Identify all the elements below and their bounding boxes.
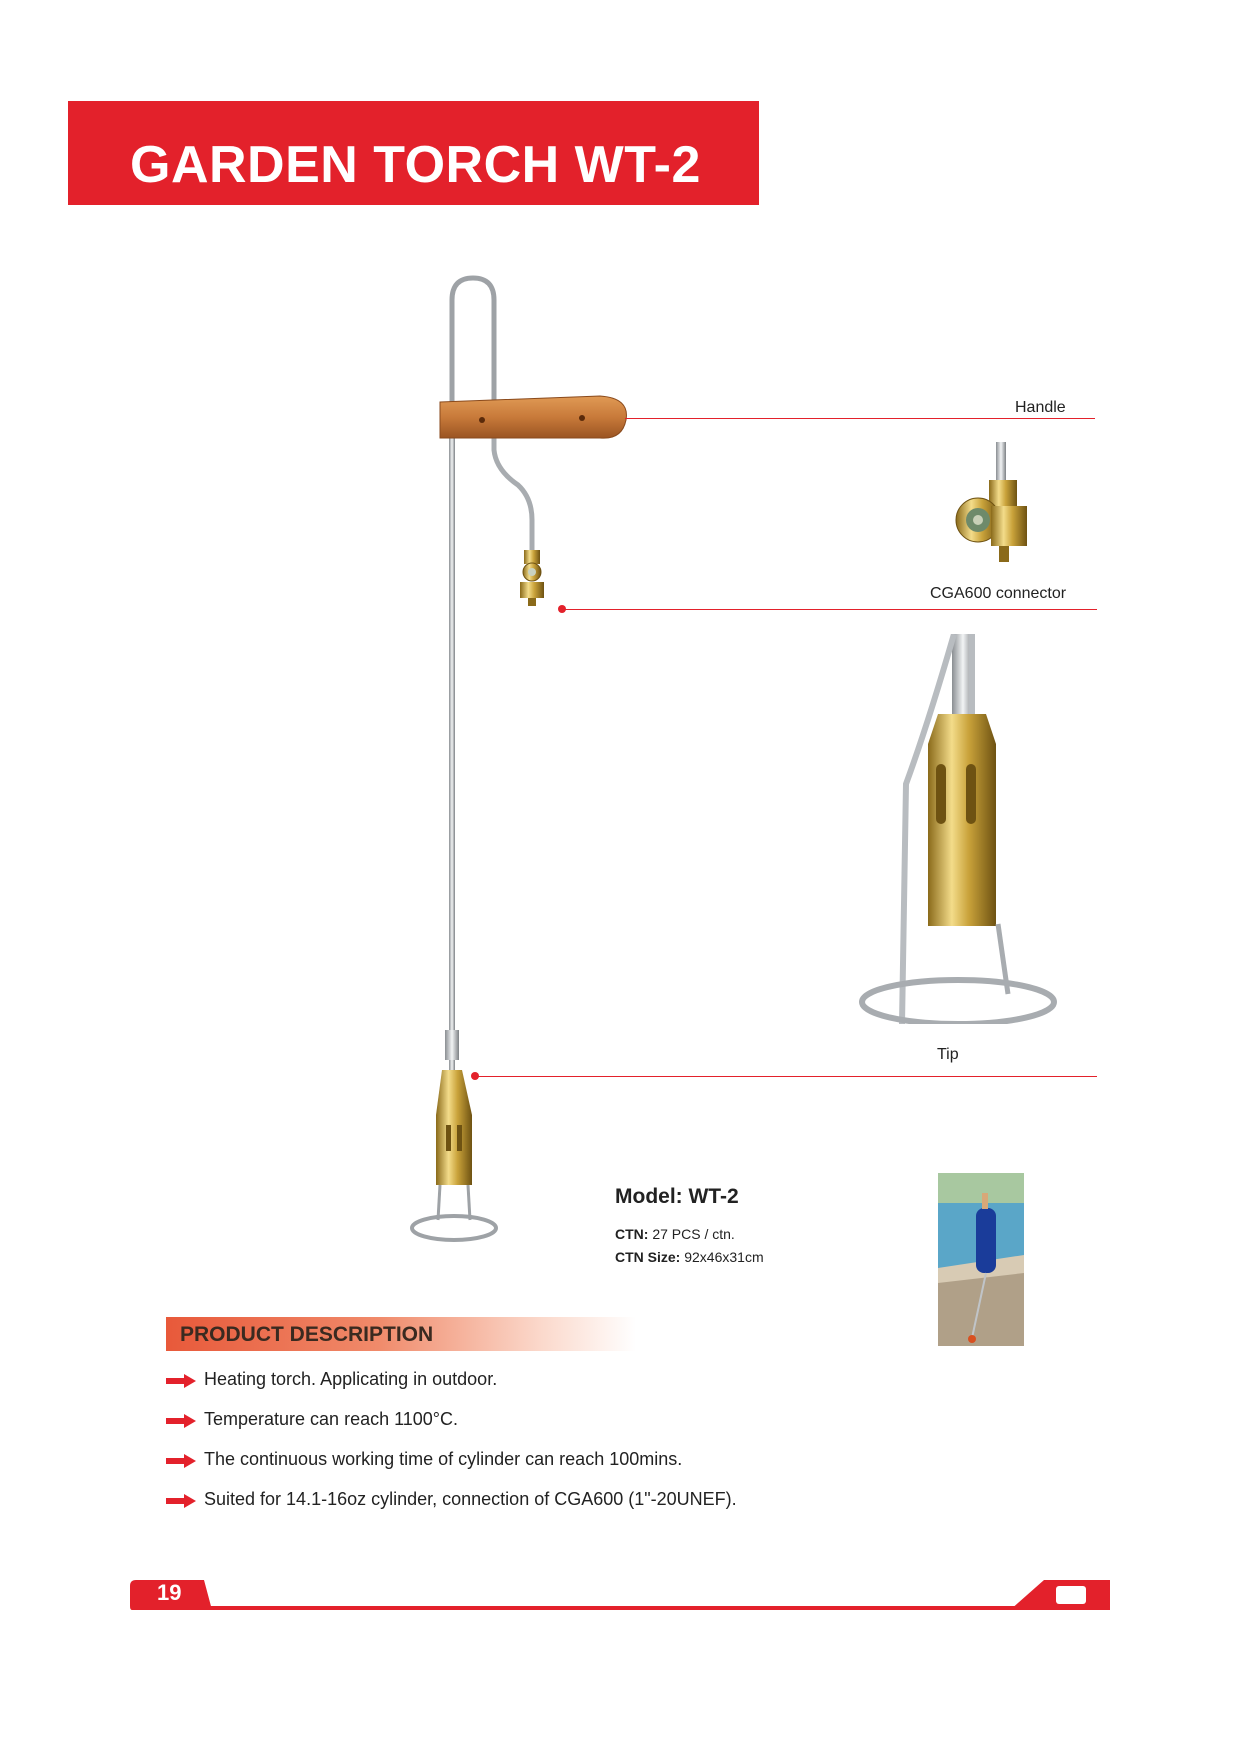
red-arrow-icon (166, 1374, 196, 1388)
connector-label: CGA600 connector (930, 585, 1067, 602)
tip-detail-photo (858, 634, 1058, 1024)
usage-photo (938, 1173, 1024, 1346)
ctn-spec (615, 1226, 735, 1242)
handle-callout-line (625, 418, 1095, 419)
handle-label: Handle (1015, 399, 1066, 416)
model-title: Model: WT-2 (615, 1185, 739, 1208)
description-text: Temperature can reach 1100°C. (204, 1409, 459, 1429)
red-arrow-icon (166, 1414, 196, 1428)
connector-callout-line (562, 609, 1097, 610)
ctn-size-spec (615, 1249, 764, 1265)
description-text: The continuous working time of cylinder can reach 100mins. (204, 1449, 683, 1469)
page-number: 19 (157, 1580, 182, 1605)
description-text: Heating torch. Applicating in outdoor. (204, 1369, 498, 1389)
product-description-title: PRODUCT DESCRIPTION (180, 1323, 434, 1346)
product-description-header (166, 1317, 636, 1351)
page-title: GARDEN TORCH WT-2 (130, 136, 701, 194)
ctn-size-value: 92x46x31cm (684, 1249, 764, 1265)
connector-detail-photo (945, 442, 1045, 572)
tip-callout-line (475, 1076, 1097, 1077)
ctn-size-label: CTN Size: (615, 1249, 681, 1265)
ctn-label: CTN: (615, 1226, 649, 1242)
description-text: Suited for 14.1-16oz cylinder, connection of CGA600 (1"-20UNEF). (204, 1489, 737, 1509)
footer-bar (130, 1576, 1112, 1616)
red-arrow-icon (166, 1454, 196, 1468)
tip-label: Tip (937, 1046, 959, 1063)
red-arrow-icon (166, 1494, 196, 1508)
ctn-value: 27 PCS / ctn. (652, 1226, 735, 1242)
title-banner (68, 101, 759, 205)
torch-illustration (400, 270, 660, 1250)
